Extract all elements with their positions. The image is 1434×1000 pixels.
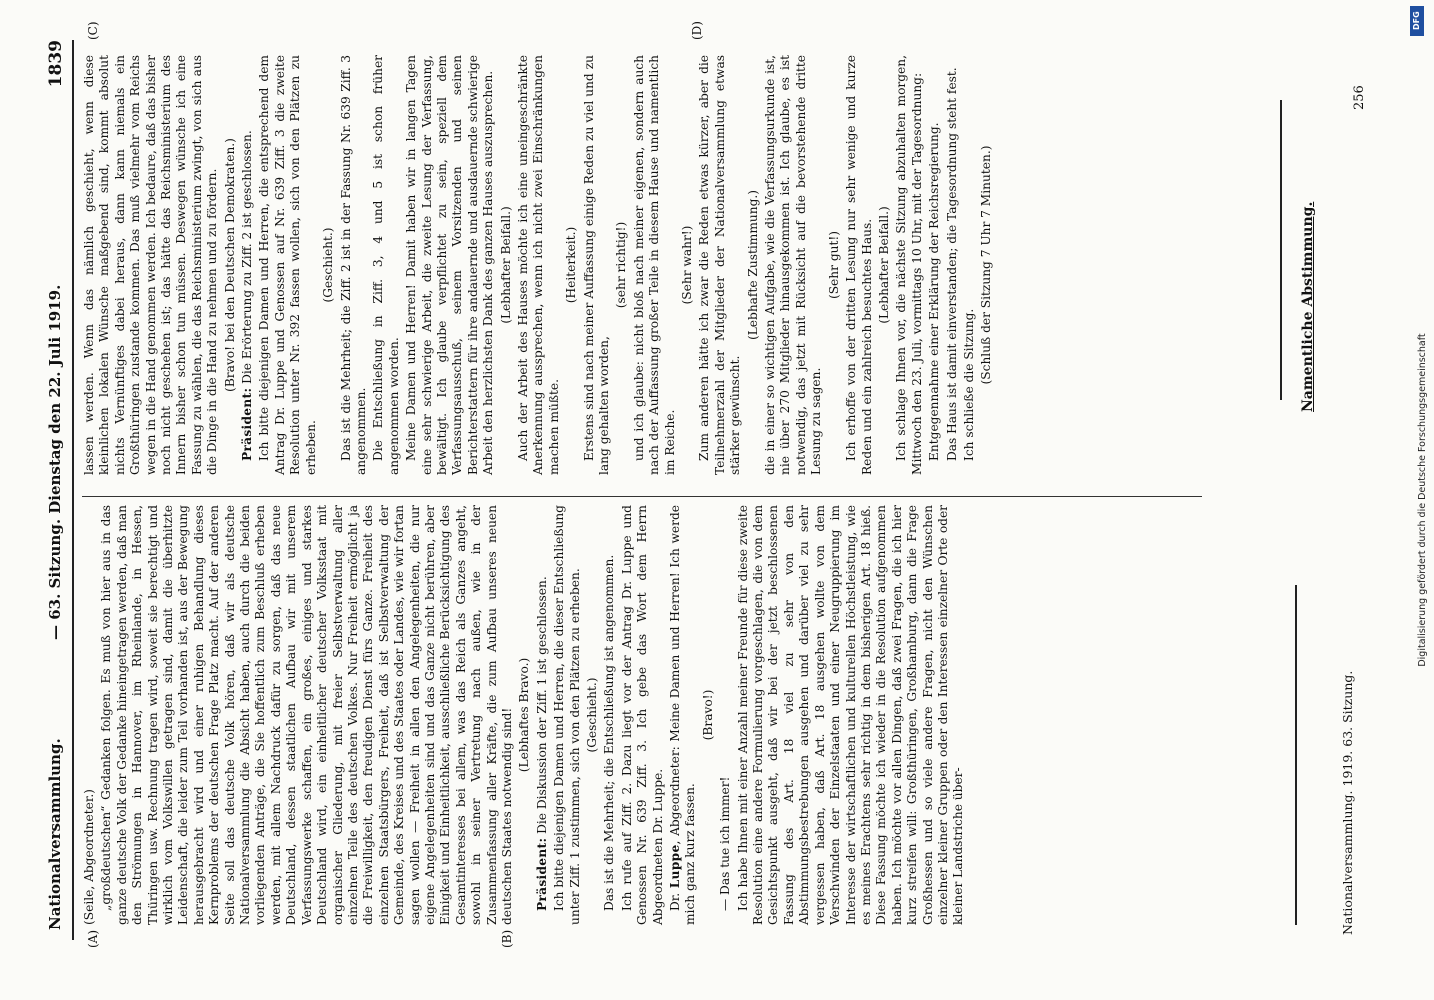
credit-text: Digitalisierung gefördert durch die Deutsche Forschungsgemeinschaft: [1416, 333, 1428, 667]
paragraph: Die Entschließung in Ziff. 3, 4 und 5 ist schon früher angenommen worden.: [371, 55, 401, 475]
paragraph: (Schluß der Sitzung 7 Uhr 7 Minuten.): [979, 145, 994, 385]
header-middle: — 63. Sitzung. Dienstag den 22. Juli 1919.: [46, 284, 64, 640]
column-rule: [82, 496, 1202, 497]
paragraph: (Lebhafte Zustimmung.): [745, 189, 760, 341]
paragraph: (Lebhafter Beifall.): [498, 206, 513, 324]
margin-marker-c: (C): [86, 21, 100, 40]
paragraph: (Bravo!): [700, 689, 715, 741]
paragraph: (Seile, Abgeordneter.): [82, 789, 96, 925]
paragraph: Auch der Arbeit des Hauses möchte ich eine uneingeschränkte Anerkennung aussprechen, wenn ich nicht zwei Einschränkungen machen müßte.: [515, 55, 561, 475]
page-number: 256: [1352, 85, 1367, 110]
paragraph: Ich habe Ihnen mit einer Anzahl meiner Freunde für diese zweite Resolution eine andere Formulierung vorgeschlagen, die von dem Gesichtspunkt ausgeht, daß wir bei der jetzt beschlossenen Fassung des Art. 18 viel zu sehr von den Abstimmungsbestrebungen ausgehen und darüber viel zu sehr vergessen haben, daß Art. 18 ausgehen wollte von dem Verschwinden der Einzelstaaten und einer Neugruppierung im Interesse der wirtschaftlichen und kulturellen Höchstleistung, wie es meines Erachtens sehr richtig in dem bisherigen Art. 18 hieß. Diese Fassung möchte ich wieder in die Resolution aufgenommen haben. Ich möchte vor allen Dingen, daß zwei Fragen, die ich hier kurz streifen will: Großthüringen, Großhamburg, dann die Frage Großhessen und so viele andere Fragen, nicht den Wünschen einzelner kleiner Gruppen oder den Interessen einzelner Orte oder kleiner Landstriche über-: [735, 505, 966, 925]
paragraph: Ich bitte diejenigen Damen und Herren, die entsprechend dem Antrag Dr. Luppe und Genossen auf Nr. 639 Ziff. 3 die zweite Resolution unter Nr. 392 fassen wollen, sich von den Plätzen zu erheben.: [257, 55, 318, 475]
paragraph: Das ist die Mehrheit; die Entschließung ist angenommen.: [602, 554, 617, 911]
paragraph: Entgegennahme einer Erklärung der Reichsregierung.: [927, 122, 942, 461]
margin-marker-a: (A): [86, 929, 100, 948]
right-column: [82, 55, 997, 475]
section-rule: [1280, 100, 1282, 400]
paragraph: (Heiterkeit.): [564, 226, 579, 304]
credit-strip: [1400, 0, 1430, 1000]
paragraph: „großdeutschen“ Gedanken folgen. Es muß von hier aus in das ganze deutsche Volk der Gedanke hineingetragen werden, daß man den Strömungen in Hannover, im Rheinlande, in Hessen, Thüringen usw. Rechnung tragen wird, soweit sie berechtigt und wirklich vom Volkswillen getragen sind, damit die überhitzte Leidenschaft, die leider zum Teil vorhanden ist, aus der Bewegung herausgebracht wird und einer ruhigen Behandlung dieses Kernproblems der deutschen Frage Platz macht. Auf der anderen Seite soll das deutsche Volk hören, daß wir als deutsche Nationalversammlung die Absicht haben, auch durch die beiden vorliegenden Anträge, die Sie hoffentlich zum Beschluß erheben werden, mit allem Nachdruck dafür zu sorgen, daß das neue Deutschland, dessen staatlichen Aufbau wir mit unserem Verfassungswerke schaffen, ein großes, einiges und starkes Deutschland wird, ein einheitlicher deutscher Volksstaat mit organischer Gliederung, mit freier Selbstverwaltung aller einzelnen Teile des deutschen Volkes. Nur Freiheit ermöglicht ja die Freiwilligkeit, den freudigen Dienst fürs Ganze. Freiheit des einzelnen Staatsbürgers, Freiheit, daß ist Selbstverwaltung der Gemeinde, des Kreises und des Staates oder Landes, wie wir fortan sagen wollen — Freiheit in allen den Angelegenheiten, die nur eigene Angelegenheiten sind und das Ganze nicht berühren, aber Einigkeit und Einheitlichkeit, ausschließliche Berücksichtigung des Gesamtinteresses bei allem, was das Reich als Ganzes angeht, sowohl in seiner Vertretung nach außen, wie in der Zusammenfassung aller Kräfte, die zum Aufbau unseres neuen deutschen Staates notwendig sind!: [99, 505, 514, 925]
paragraph: Das Haus ist damit einverstanden; die Tagesordnung steht fest.: [944, 67, 959, 461]
paragraph: (Sehr wahr!): [680, 225, 695, 305]
paragraph: die in einer so wichtigen Aufgabe, wie die Verfassungsurkunde ist, nie über 270 Mitglieder hinausgekommen ist. Ich glaube, es ist notwendig, das jetzt mit Rücksicht auf die bevorstehende dritte Lesung zu sagen.: [763, 55, 824, 475]
running-footer: Nationalversammlung. 1919. 63. Sitzung.: [1340, 670, 1355, 935]
dfg-logo: DFG: [1410, 6, 1424, 36]
paragraph: Das ist die Mehrheit; die Ziff. 2 ist in der Fassung Nr. 639 Ziff. 3 angenommen.: [338, 55, 368, 475]
paragraph: Zum anderen hätte ich zwar die Reden etwas kürzer, aber die Teilnehmerzahl der Mitglieder der Nationalversammlung etwas stärker gewünscht.: [697, 55, 743, 475]
paragraph: (Lebhaftes Bravo.): [517, 657, 532, 773]
margin-marker-d: (D): [690, 21, 704, 40]
footer-rule-left: [1295, 585, 1297, 925]
paragraph: Ich schlage Ihnen vor, die nächste Sitzung abzuhalten morgen, Mittwoch den 23. Juli, vormittags 10 Uhr, mit der Tagesordnung:: [894, 55, 924, 475]
margin-marker-b: (B): [500, 929, 514, 948]
paragraph: (Bravo! bei den Deutschen Demokraten.): [222, 138, 237, 392]
paragraph: Meine Damen und Herren! Damit haben wir in langen Tagen eine sehr schwierige Arbeit, die zweite Lesung der Verfassung, bewältigt. Ich glaube verpflichtet zu sein, speziell dem Verfassungsausschuß, seinem Vorsitzenden und seinen Berichterstattern für ihre andauernde und ausdauernde schwierige Arbeit den herzlichsten Dank des ganzen Hauses auszusprechen.: [404, 55, 496, 475]
paragraph: Ich schließe die Sitzung.: [961, 308, 976, 461]
paragraph: Ich rufe auf Ziff. 2. Dazu liegt vor der Antrag Dr. Luppe und Genossen Nr. 639 Ziff. 3. Ich gebe das Wort dem Herrn Abgeordneten Dr. Luppe.: [619, 505, 665, 925]
paragraph: Präsident: Die Diskussion der Ziff. 1 ist geschlossen.: [534, 576, 549, 911]
paragraph: und ich glaube: nicht bloß nach meiner eigenen, sondern auch nach der Auffassung großer Teile in diesem Hause und namentlich im Reiche.: [631, 55, 677, 475]
paragraph: Dr. Luppe, Abgeordneter: Meine Damen und Herren! Ich werde mich ganz kurz fassen.: [668, 505, 698, 925]
paragraph: Erstens sind nach meiner Auffassung einige Reden zu viel und zu lang gehalten worden,: [581, 55, 611, 475]
page-header: [46, 30, 70, 970]
paragraph: Ich bitte diejenigen Damen und Herren, die dieser Entschließung unter Ziff. 1 zustimmen, sich von den Plätzen zu erheben.: [552, 505, 582, 925]
paragraph: (Sehr gut!): [826, 230, 841, 300]
paragraph: Ich erhoffe von der dritten Lesung nur sehr wenige und kurze Reden und ein zahlreich besuchtes Haus.: [844, 55, 874, 475]
paragraph: (Geschieht.): [585, 677, 599, 753]
paragraph: lassen werden. Wenn das nämlich geschieht, wenn diese kleinlichen lokalen Wünsche maßgebend sind, kommt absolut nichts Vernünftiges dabei heraus, dann kann niemals ein Großthüringen zustande kommen. Das muß vielmehr vom Reichs wegen in die Hand genommen werden. Ich bedaure, daß das bisher noch nicht geschehen ist; das hätte das Reichsministerium des Innern bisher schon tun müssen. Deswegen wünsche ich eine Fassung zu wählen, die das Reichsministerium zwingt, von sich aus die Dinge in die Hand zu nehmen und zu fördern.: [82, 55, 220, 475]
header-left: Nationalversammlung.: [46, 738, 64, 930]
header-page-number: 1839: [46, 40, 66, 88]
paragraph: (Geschieht.): [321, 227, 336, 303]
left-column: [82, 505, 969, 925]
section-title: Namentliche Abstimmung.: [1300, 201, 1316, 412]
paragraph: (sehr richtig!): [614, 221, 629, 309]
paragraph: (Lebhafter Beifall.): [876, 206, 891, 324]
paragraph: — Das tue ich immer!: [718, 776, 733, 911]
header-rule: [72, 40, 74, 940]
paragraph: Präsident: Die Erörterung zu Ziff. 2 ist geschlossen.: [240, 130, 255, 461]
